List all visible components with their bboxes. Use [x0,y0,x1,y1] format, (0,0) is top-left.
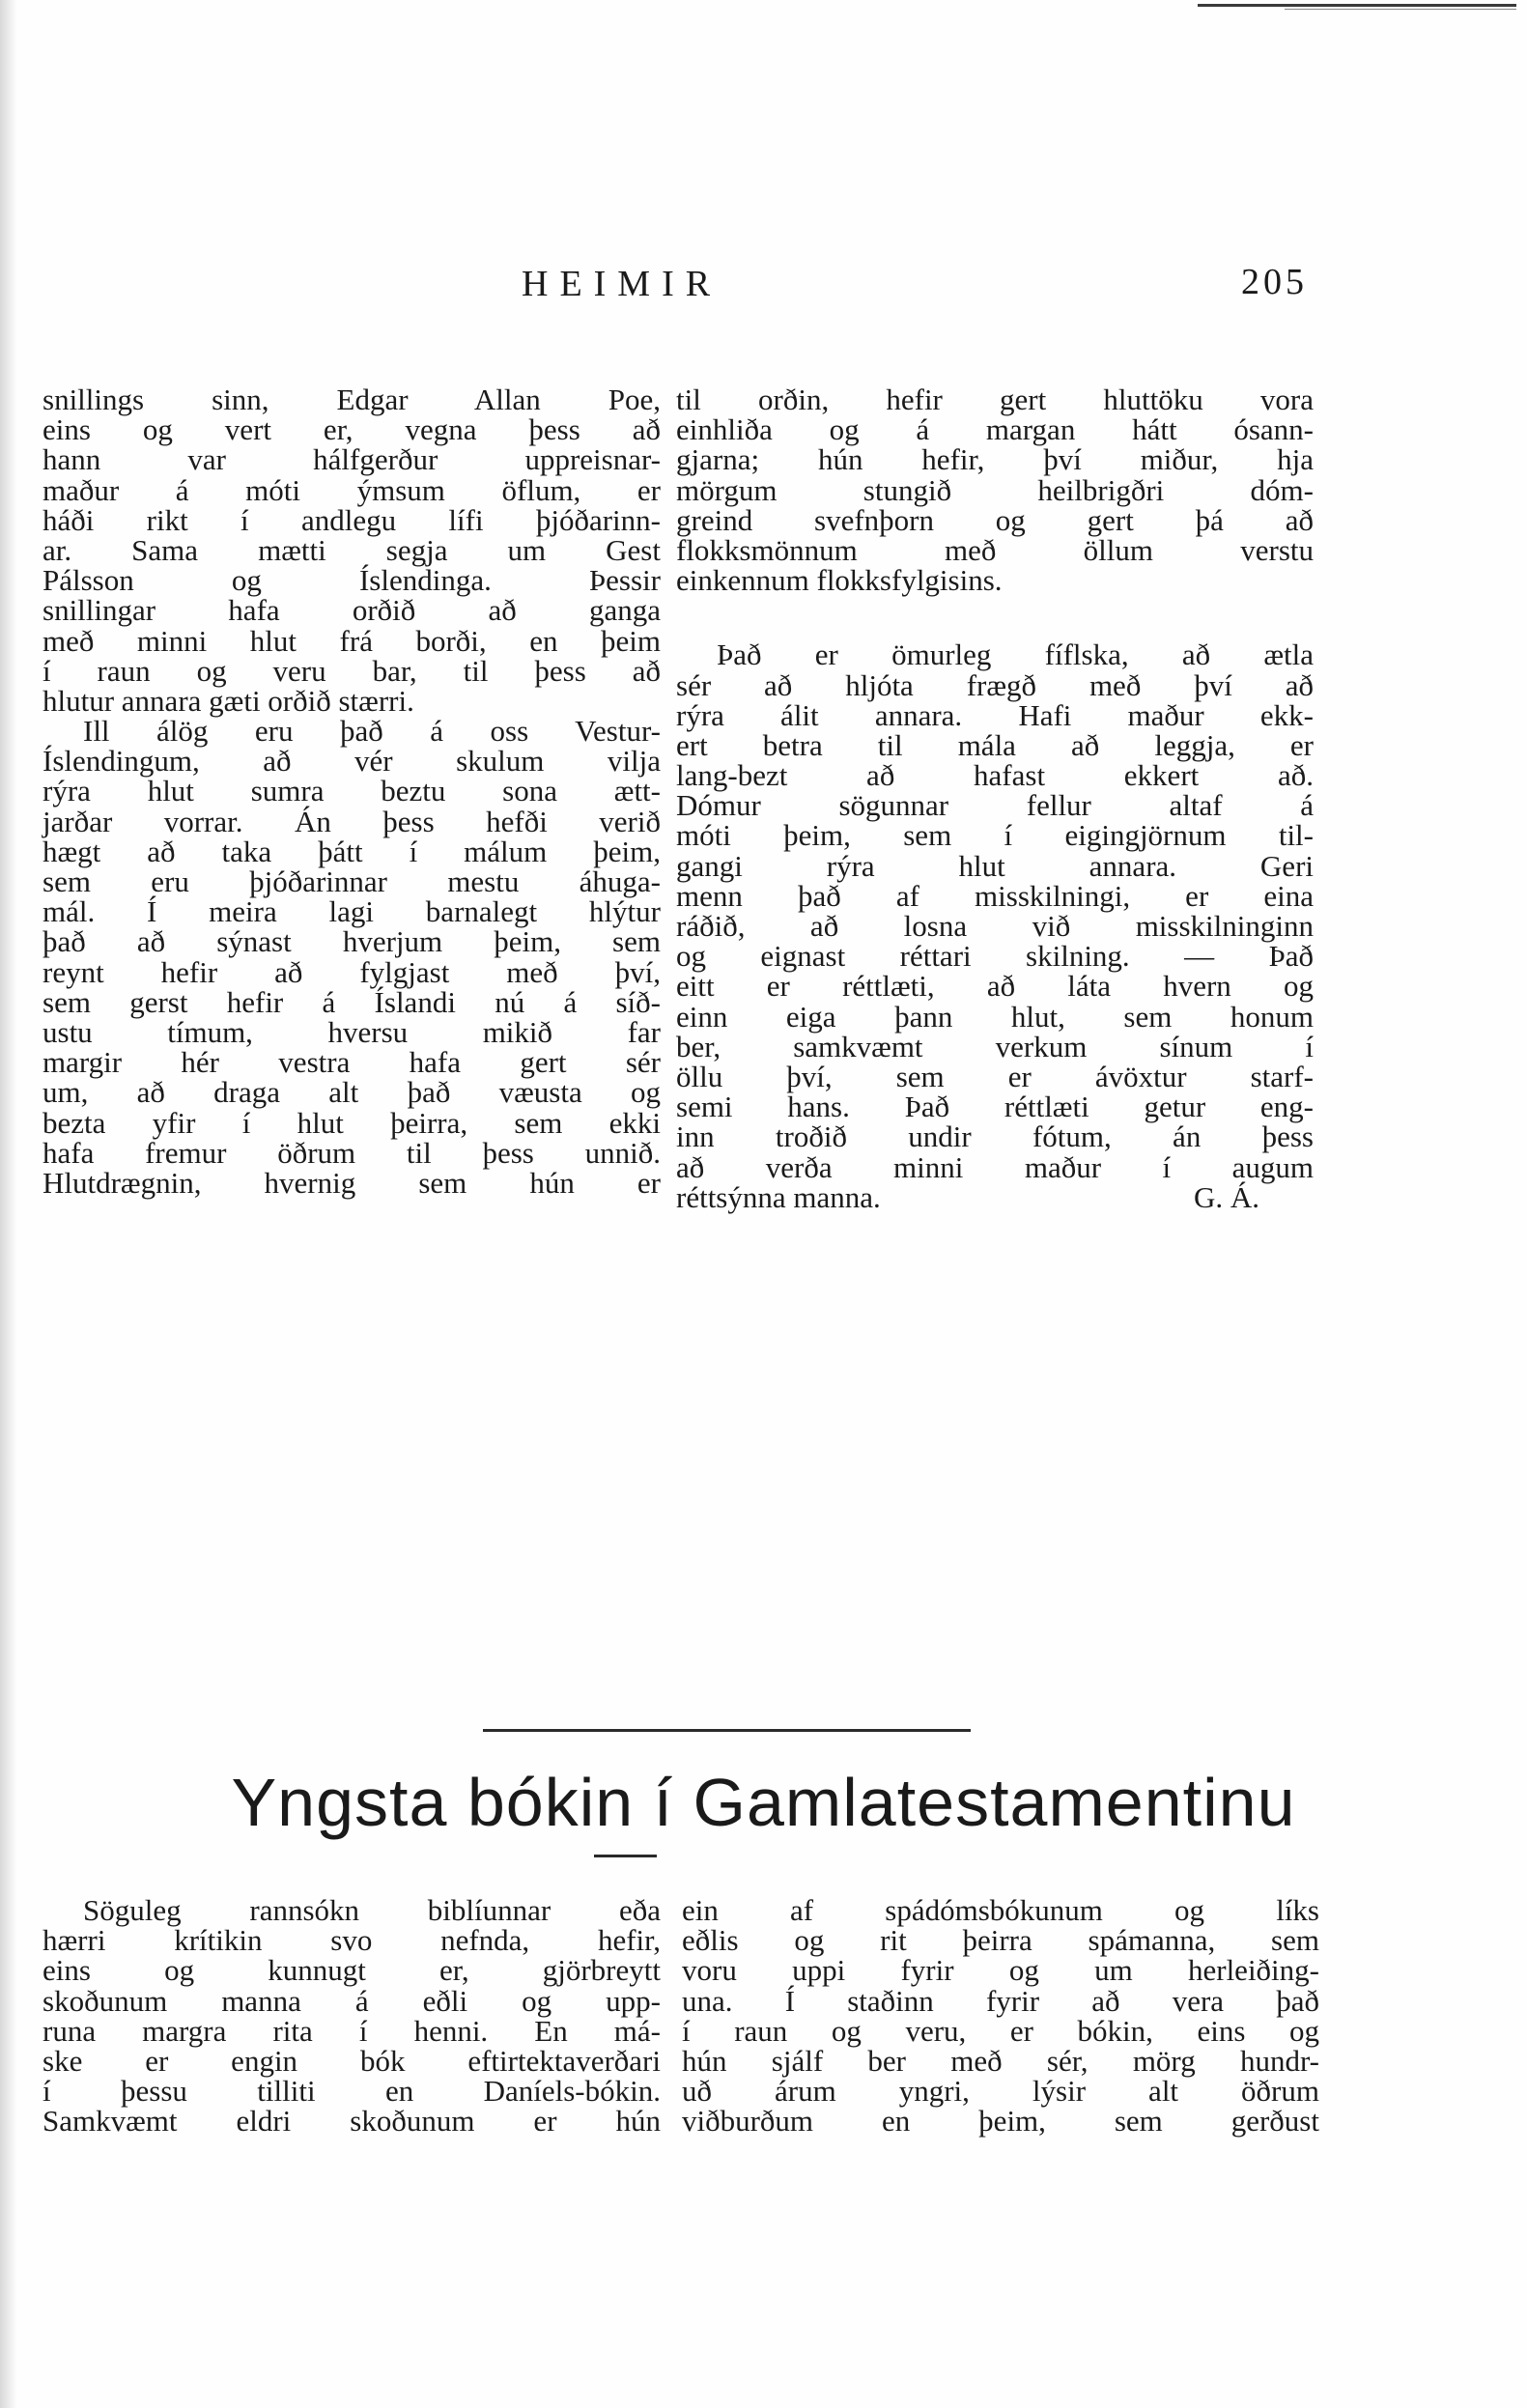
author-signature: G. Á. [1193,1179,1259,1214]
text-line: ráðið, að losna við misskilninginn [676,909,1314,943]
text-line: skoðunum manna á eðli og upp- [42,1983,661,2018]
text-line: ert betra til mála að leggja, er [676,727,1314,762]
article1-paragraph-1 [676,382,1314,598]
text-line: gjarna; hún hefir, því miður, hja [676,442,1314,477]
text-line: rýra hlut sumra beztu sona ætt- [42,774,661,808]
binding-shadow [0,0,17,2408]
text-line: rýra álit annara. Hafi maður ekk- [676,697,1314,732]
text-line: í raun og veru bar, til þess að [42,653,661,688]
page-number: 205 [1241,262,1308,302]
text-line: snillingar hafa orðið að ganga [42,593,661,628]
text-line: ein af spádómsbókunum og líks [682,1893,1319,1927]
text-line: una. Í staðinn fyrir að vera það [682,1983,1319,2018]
text-line: eins og kunnugt er, gjörbreytt [42,1953,661,1988]
text-line: um, að draga alt það væusta og [42,1075,661,1110]
text-line: voru uppi fyrir og um herleiðing- [682,1953,1319,1988]
article1-right-column [676,384,1314,1212]
text-line: háði rikt í andlegu lífi þjóðarinn- [42,502,661,537]
text-line: í þessu tilliti en Daníels-bókin. [42,2074,661,2109]
text-line: móti þeim, sem í eigingjörnum til- [676,818,1314,853]
text-line: runa margra rita í henni. En má- [42,2013,661,2048]
text-line: í raun og veru, er bókin, eins og [682,2013,1319,2048]
text-line: hafa fremur öðrum til þess unnið. [42,1135,661,1170]
text-line: maður á móti ýmsum öflum, er [42,472,661,507]
text-line: ustu tímum, hversu mikið far [42,1014,661,1049]
text-line: að verða minni maður í augum [676,1149,1314,1184]
article2-left-column [42,1895,661,2137]
text-line: viðburðum en þeim, sem gerðust [682,2104,1319,2139]
article1-paragraph-2 [676,637,1314,1184]
text-line: hærri krítikin svo nefnda, hefir, [42,1923,661,1958]
text-line: Pálsson og Íslendinga. Þessir [42,563,661,598]
section-divider-rule [483,1729,971,1732]
closing-line [676,1179,1314,1214]
text-line: Samkvæmt eldri skoðunum er hún [42,2104,661,2139]
text-line: öllu því, sem er ávöxtur starf- [676,1059,1314,1093]
text-line: ske er engin bók eftirtektaverðari [42,2043,661,2078]
text-line: uð árum yngri, lýsir alt öðrum [682,2074,1319,2109]
text-line: sem gerst hefir á Íslandi nú á síð- [42,984,661,1019]
text-line: jarðar vorrar. Án þess hefði verið [42,804,661,838]
running-head: HEIMIR [522,264,722,304]
text-line: einn eiga þann hlut, sem honum [676,999,1314,1034]
text-line: lang-bezt að hafast ekkert að. [676,758,1314,793]
text-line: Ill álög eru það á oss Vestur- [83,714,661,749]
text-line: Söguleg rannsókn biblíunnar eða [83,1893,661,1927]
text-line: eins og vert er, vegna þess að [42,412,661,447]
text-line: snillings sinn, Edgar Allan Poe, [42,382,661,416]
scan-edge-rule [1198,4,1516,7]
title-underline-rule [594,1855,657,1857]
text-line: hlutur annara gæti orðið stærri. [42,683,414,718]
text-line: sem eru þjóðarinnar mestu áhuga- [42,864,661,898]
text-line: hægt að taka þátt í málum þeim, [42,834,661,868]
paragraph-gap [676,595,1314,639]
text-line: ber, samkvæmt verkum sínum í [676,1029,1314,1063]
text-line: til orðin, hefir gert hluttöku vora [676,382,1314,416]
article2-right-column [682,1895,1319,2137]
text-line: hann var hálfgerður uppreisnar- [42,442,661,477]
text-line: greind svefnþorn og gert þá að [676,502,1314,537]
text-line: eðlis og rit þeirra spámanna, sem [682,1923,1319,1958]
article-title: Yngsta bókin í Gamlatestamentinu [231,1765,1296,1840]
text-line: Dómur sögunnar fellur altaf á [676,788,1314,823]
text-line: með minni hlut frá borði, en þeim [42,623,661,658]
text-line: og eignast réttari skilning. — Það [676,939,1314,974]
text-line: eitt er réttlæti, að láta hvern og [676,969,1314,1004]
text-line: inn troðið undir fótum, án þess [676,1119,1314,1154]
text-line: semi hans. Það réttlæti getur eng- [676,1090,1314,1124]
text-line: menn það af misskilningi, er eina [676,878,1314,913]
text-line: bezta yfir í hlut þeirra, sem ekki [42,1105,661,1140]
text-line: einhliða og á margan hátt ósann- [676,412,1314,447]
text-line: mörgum stungið heilbrigðri dóm- [676,472,1314,507]
text-line: það að sýnast hverjum þeim, sem [42,924,661,959]
text-line: gangi rýra hlut annara. Geri [676,848,1314,883]
text-line: einkennum flokksfylgisins. [676,563,1003,598]
text-line: reynt hefir að fylgjast með því, [42,954,661,989]
scan-edge-rule-thin [1285,9,1516,10]
article1-left-column [42,384,661,1198]
text-line: sér að hljóta frægð með því að [676,667,1314,702]
text-line: Hlutdrægnin, hvernig sem hún er [42,1165,661,1200]
text-line: margir hér vestra hafa gert sér [42,1045,661,1080]
text-line: flokksmönnum með öllum verstu [676,532,1314,567]
text-line: Það er ömurleg fíflska, að ætla [717,637,1314,672]
text-line: hún sjálf ber með sér, mörg hundr- [682,2043,1319,2078]
text-line: Íslendingum, að vér skulum vilja [42,744,661,779]
closing-text: réttsýnna manna. [676,1179,881,1214]
text-line: mál. Í meira lagi barnalegt hlýtur [42,894,661,929]
text-line: ar. Sama mætti segja um Gest [42,532,661,567]
